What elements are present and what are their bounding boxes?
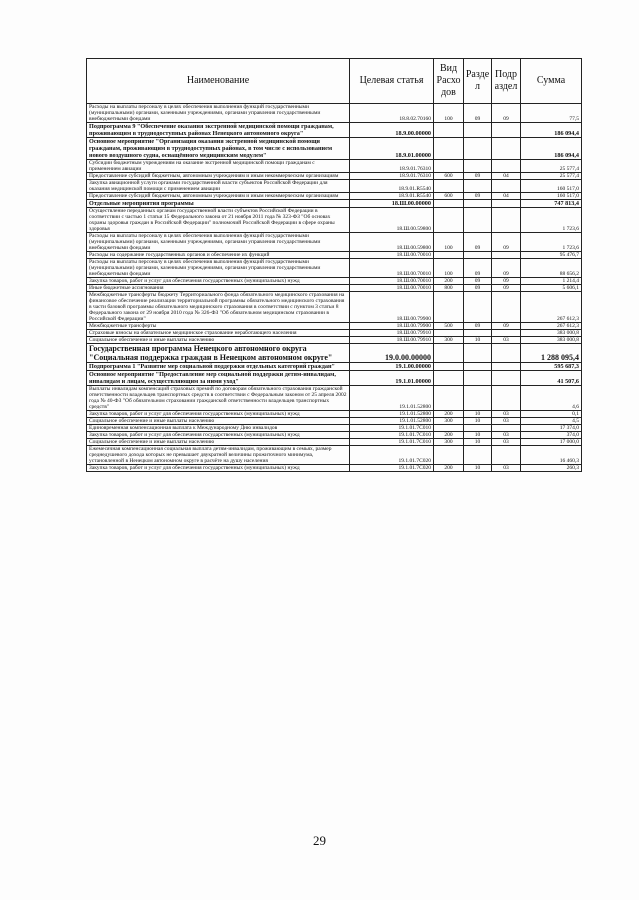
row-expense-type: 600	[434, 173, 464, 180]
row-amount: 1 214,4	[521, 278, 582, 285]
row-name: Расходы на выплаты персоналу в целях обеспечения выполнения функций государственными (муниципальными) органами, казенными учреждениями, органами управления государственными внебюджетными фондами	[87, 104, 350, 123]
table-header-row	[87, 59, 582, 104]
row-name: Закупка товаров, работ и услуг для обеспечения государственных (муниципальных) нужд	[87, 465, 350, 472]
row-target-article: 19.1.01.00000	[350, 371, 434, 386]
row-amount: 17 374,0	[521, 425, 582, 432]
row-subsection: 03	[492, 337, 521, 344]
table-row	[87, 160, 582, 173]
row-expense-type	[434, 123, 464, 138]
row-subsection: 09	[492, 285, 521, 292]
row-target-article: 19.1.01.7С010	[350, 439, 434, 446]
row-name: Подпрограмма 1 "Развитие мер социальной поддержки отдельных категорий граждан"	[87, 363, 350, 371]
header-expense-type: Вид Расхо дов	[434, 59, 464, 104]
table-row	[87, 371, 582, 386]
row-subsection: 09	[492, 323, 521, 330]
row-amount: 4,5	[521, 418, 582, 425]
row-amount: 25 577,4	[521, 173, 582, 180]
row-name: Закупка авиационной услуги органами государственной власти субъектов Российской Федерации для оказания медицинской помощи с применением авиации	[87, 180, 350, 193]
row-subsection	[492, 160, 521, 173]
header-subsection: Подр аздел	[492, 59, 521, 104]
row-section	[464, 123, 492, 138]
row-name: Подпрограмма 9 "Обеспечение оказания экстренной медицинской помощи гражданам, проживающим в труднодоступных районах Ненецкого автономного округа"	[87, 123, 350, 138]
row-expense-type	[434, 425, 464, 432]
row-name: Предоставление субсидий бюджетным, автономным учреждениям и иным некоммерческим организациям	[87, 173, 350, 180]
table-row	[87, 180, 582, 193]
header-name: Наименование	[87, 59, 350, 104]
row-subsection	[492, 200, 521, 208]
row-expense-type: 200	[434, 411, 464, 418]
row-amount: 374,0	[521, 432, 582, 439]
row-amount: 160 517,0	[521, 193, 582, 200]
row-name: Социальное обеспечение и иные выплаты населению	[87, 439, 350, 446]
row-expense-type: 200	[434, 278, 464, 285]
row-subsection: 09	[492, 278, 521, 285]
row-name: Социальное обеспечение и иные выплаты населению	[87, 337, 350, 344]
row-amount: 383 000,8	[521, 337, 582, 344]
row-section	[464, 446, 492, 465]
row-subsection: 03	[492, 465, 521, 472]
row-target-article: 18.Ш.00.79910	[350, 337, 434, 344]
row-target-article: 18.Ш.00.59800	[350, 233, 434, 252]
table-row	[87, 278, 582, 285]
row-subsection: 04	[492, 193, 521, 200]
row-subsection	[492, 180, 521, 193]
table-row	[87, 285, 582, 292]
table-row	[87, 432, 582, 439]
row-section	[464, 425, 492, 432]
table-row	[87, 337, 582, 344]
row-expense-type	[434, 252, 464, 259]
row-amount: 595 687,3	[521, 363, 582, 371]
row-name: Иные бюджетные ассигнования	[87, 285, 350, 292]
budget-table	[86, 58, 582, 472]
row-subsection	[492, 208, 521, 233]
row-subsection	[492, 363, 521, 371]
row-expense-type: 100	[434, 259, 464, 278]
row-expense-type: 600	[434, 193, 464, 200]
row-amount: 25 577,4	[521, 160, 582, 173]
row-section: 10	[464, 432, 492, 439]
table-row	[87, 193, 582, 200]
row-name: Расходы на выплаты персоналу в целях обеспечения выполнения функций государственными (муниципальными) органами, казенными учреждениями, органами управления государственными внебюджетными фондами	[87, 259, 350, 278]
table-row	[87, 386, 582, 411]
row-expense-type: 100	[434, 233, 464, 252]
row-amount: 0,1	[521, 411, 582, 418]
row-expense-type: 200	[434, 465, 464, 472]
row-subsection: 03	[492, 432, 521, 439]
row-target-article: 18.9.00.00000	[350, 123, 434, 138]
table-row	[87, 233, 582, 252]
row-name: Выплаты инвалидам компенсаций страховых премий по договорам обязательного страхования гражданской ответственности владельцев транспортных средств в соответствии с Федеральным законом от 25 апреля 2002 года № 40-ФЗ "Об обязательном страховании гражданской ответственности владельцев транспортных средств"	[87, 386, 350, 411]
table-row	[87, 259, 582, 278]
row-target-article: 18.Ш.00.70010	[350, 285, 434, 292]
header-target-article: Целевая статья	[350, 59, 434, 104]
row-section: 09	[464, 259, 492, 278]
row-section	[464, 200, 492, 208]
row-target-article: 18.Ш.00.70010	[350, 259, 434, 278]
row-section	[464, 344, 492, 363]
row-expense-type: 800	[434, 285, 464, 292]
table-row	[87, 465, 582, 472]
row-amount: 77,5	[521, 104, 582, 123]
row-name: Государственная программа Ненецкого автономного округа "Социальная поддержка граждан в Ненецком автономном округе"	[87, 344, 350, 363]
row-expense-type	[434, 138, 464, 160]
row-name: Предоставление субсидий бюджетным, автономным учреждениям и иным некоммерческим организациям	[87, 193, 350, 200]
row-subsection: 09	[492, 104, 521, 123]
row-expense-type	[434, 200, 464, 208]
row-amount: 1 723,6	[521, 233, 582, 252]
row-expense-type	[434, 344, 464, 363]
page-number: 29	[313, 833, 326, 848]
row-target-article: 18.Ш.00.70010	[350, 278, 434, 285]
row-amount: 95 476,7	[521, 252, 582, 259]
table-row	[87, 344, 582, 363]
row-amount: 160 517,0	[521, 180, 582, 193]
row-amount: 1 288 095,4	[521, 344, 582, 363]
row-target-article: 18.Ш.00.79900	[350, 292, 434, 323]
table-row	[87, 323, 582, 330]
row-name: Расходы на содержание государственных органов и обеспечение их функций	[87, 252, 350, 259]
row-target-article: 19.1.01.7С020	[350, 446, 434, 465]
table-row	[87, 173, 582, 180]
row-subsection	[492, 330, 521, 337]
row-amount: 186 094,4	[521, 138, 582, 160]
row-amount: 16 460,3	[521, 446, 582, 465]
row-target-article: 19.1.01.52800	[350, 418, 434, 425]
row-section: 09	[464, 323, 492, 330]
row-subsection	[492, 371, 521, 386]
row-section: 10	[464, 337, 492, 344]
table-row	[87, 123, 582, 138]
row-section	[464, 160, 492, 173]
row-section	[464, 252, 492, 259]
table-row	[87, 418, 582, 425]
row-amount: 260,3	[521, 465, 582, 472]
row-amount: 267 612,3	[521, 292, 582, 323]
table-row	[87, 252, 582, 259]
table-row	[87, 200, 582, 208]
row-section: 10	[464, 465, 492, 472]
row-expense-type	[434, 160, 464, 173]
row-subsection	[492, 446, 521, 465]
table-row	[87, 208, 582, 233]
row-amount: 383 000,8	[521, 330, 582, 337]
row-section: 10	[464, 411, 492, 418]
row-subsection: 03	[492, 411, 521, 418]
row-expense-type: 500	[434, 323, 464, 330]
row-amount: 5 606,1	[521, 285, 582, 292]
row-amount: 4,6	[521, 386, 582, 411]
row-section: 09	[464, 173, 492, 180]
row-name: Расходы на выплаты персоналу в целях обеспечения выполнения функций государственными (муниципальными) органами, казенными учреждениями, органами управления государственными внебюджетными фондами	[87, 233, 350, 252]
table-row	[87, 104, 582, 123]
row-name: Отдельные мероприятия программы	[87, 200, 350, 208]
row-section	[464, 180, 492, 193]
row-expense-type	[434, 386, 464, 411]
row-target-article: 18.9.01.R5540	[350, 180, 434, 193]
table-row	[87, 292, 582, 323]
row-name: Межбюджетные трансферты бюджету Территориального фонда обязательного медицинского страхования на финансовое обеспечение реализации территориальной программы обязательного медицинского страхования в части базовой программы обязательного медицинского страхования в соответствии с пунктом 3 статьи 8 Федерального закона от 29 ноября 2010 года № 326-ФЗ "Об обязательном медицинском страховании в Российской Федерации"	[87, 292, 350, 323]
row-subsection	[492, 344, 521, 363]
row-subsection: 09	[492, 233, 521, 252]
row-amount: 41 507,6	[521, 371, 582, 386]
row-target-article: 18.9.01.R5540	[350, 193, 434, 200]
row-section: 09	[464, 193, 492, 200]
row-target-article: 18.9.01.76310	[350, 160, 434, 173]
header-amount: Сумма	[521, 59, 582, 104]
row-target-article: 18.9.01.76310	[350, 173, 434, 180]
row-subsection	[492, 138, 521, 160]
row-expense-type	[434, 208, 464, 233]
row-name: Субсидии бюджетным учреждениям на оказание экстренной медицинской помощи гражданам с применением авиации	[87, 160, 350, 173]
row-expense-type	[434, 292, 464, 323]
row-expense-type: 300	[434, 418, 464, 425]
row-subsection	[492, 123, 521, 138]
row-expense-type: 100	[434, 104, 464, 123]
row-name: Осуществление переданных органам государственной власти субъектов Российской Федерации в соответствии с частью 1 статьи 15 Федерального закона от 21 ноября 2011 года № 323-ФЗ "Об основах охраны здоровья граждан в Российской Федерации" полномочий Российской Федерации в сфере охраны здоровья	[87, 208, 350, 233]
row-target-article: 18.9.01.00000	[350, 138, 434, 160]
row-section	[464, 371, 492, 386]
row-target-article: 19.0.00.00000	[350, 344, 434, 363]
row-amount: 88 656,2	[521, 259, 582, 278]
row-subsection: 09	[492, 259, 521, 278]
row-name: Ежемесячная компенсационная социальная выплата детям-инвалидам, проживающим в семьях, размер среднедушевого дохода которых не превышает двукратной величины прожиточного минимума, установленной в Ненецком автономном округе в расчёте на душу населения	[87, 446, 350, 465]
row-section	[464, 363, 492, 371]
row-section	[464, 330, 492, 337]
table-row	[87, 363, 582, 371]
row-name: Страховые взносы на обязательное медицинское страхование неработающего населения	[87, 330, 350, 337]
row-subsection: 03	[492, 418, 521, 425]
row-target-article: 19.1.01.7С020	[350, 465, 434, 472]
row-amount: 1 723,6	[521, 208, 582, 233]
row-section: 10	[464, 418, 492, 425]
row-section	[464, 386, 492, 411]
row-name: Единовременная компенсационная выплата к Международному Дню инвалидов	[87, 425, 350, 432]
row-target-article: 19.1.01.7С010	[350, 425, 434, 432]
row-section: 09	[464, 278, 492, 285]
row-target-article: 18.Ш.00.79910	[350, 330, 434, 337]
row-name: Социальное обеспечение и иные выплаты населению	[87, 418, 350, 425]
row-section: 09	[464, 285, 492, 292]
row-subsection: 03	[492, 439, 521, 446]
row-subsection	[492, 425, 521, 432]
row-subsection: 04	[492, 173, 521, 180]
row-section	[464, 138, 492, 160]
row-expense-type: 200	[434, 432, 464, 439]
row-target-article: 19.1.01.52800	[350, 386, 434, 411]
row-expense-type	[434, 363, 464, 371]
row-target-article: 18.Ш.00.79900	[350, 323, 434, 330]
row-name: Закупка товаров, работ и услуг для обеспечения государственных (муниципальных) нужд	[87, 278, 350, 285]
row-name: Закупка товаров, работ и услуг для обеспечения государственных (муниципальных) нужд	[87, 411, 350, 418]
row-expense-type	[434, 180, 464, 193]
row-target-article: 18.Ш.00.59800	[350, 208, 434, 233]
row-expense-type	[434, 446, 464, 465]
row-name: Межбюджетные трансферты	[87, 323, 350, 330]
row-target-article: 19.1.01.52800	[350, 411, 434, 418]
row-target-article: 18.Ш.00.70010	[350, 252, 434, 259]
row-target-article: 19.1.00.00000	[350, 363, 434, 371]
row-section: 09	[464, 233, 492, 252]
table-row	[87, 439, 582, 446]
row-section: 09	[464, 104, 492, 123]
row-amount: 747 813,4	[521, 200, 582, 208]
row-subsection	[492, 252, 521, 259]
table-row	[87, 411, 582, 418]
row-expense-type	[434, 330, 464, 337]
header-section: Разде л	[464, 59, 492, 104]
row-amount: 186 094,4	[521, 123, 582, 138]
row-expense-type: 300	[434, 337, 464, 344]
row-subsection	[492, 292, 521, 323]
row-name: Основное мероприятие "Предоставление мер социальной поддержки детям-инвалидам, инвалидам и лицам, осуществляющим за ними уход"	[87, 371, 350, 386]
row-amount: 17 000,0	[521, 439, 582, 446]
row-section	[464, 208, 492, 233]
table-row	[87, 330, 582, 337]
row-section: 10	[464, 439, 492, 446]
table-row	[87, 446, 582, 465]
row-section	[464, 292, 492, 323]
row-target-article: 18.Ш.00.00000	[350, 200, 434, 208]
row-name: Закупка товаров, работ и услуг для обеспечения государственных (муниципальных) нужд	[87, 432, 350, 439]
table-row	[87, 425, 582, 432]
row-target-article: 18.8.02.70160	[350, 104, 434, 123]
row-subsection	[492, 386, 521, 411]
row-target-article: 19.1.01.7С010	[350, 432, 434, 439]
table-body	[87, 104, 582, 472]
table-row	[87, 138, 582, 160]
row-expense-type: 300	[434, 439, 464, 446]
row-amount: 267 612,3	[521, 323, 582, 330]
row-name: Основное мероприятие "Организация оказания экстренной медицинской помощи гражданам, проживающим в труднодоступных районах, в том числе с использованием нового воздушного судна, оснащённого медицинским модулем"	[87, 138, 350, 160]
row-expense-type	[434, 371, 464, 386]
